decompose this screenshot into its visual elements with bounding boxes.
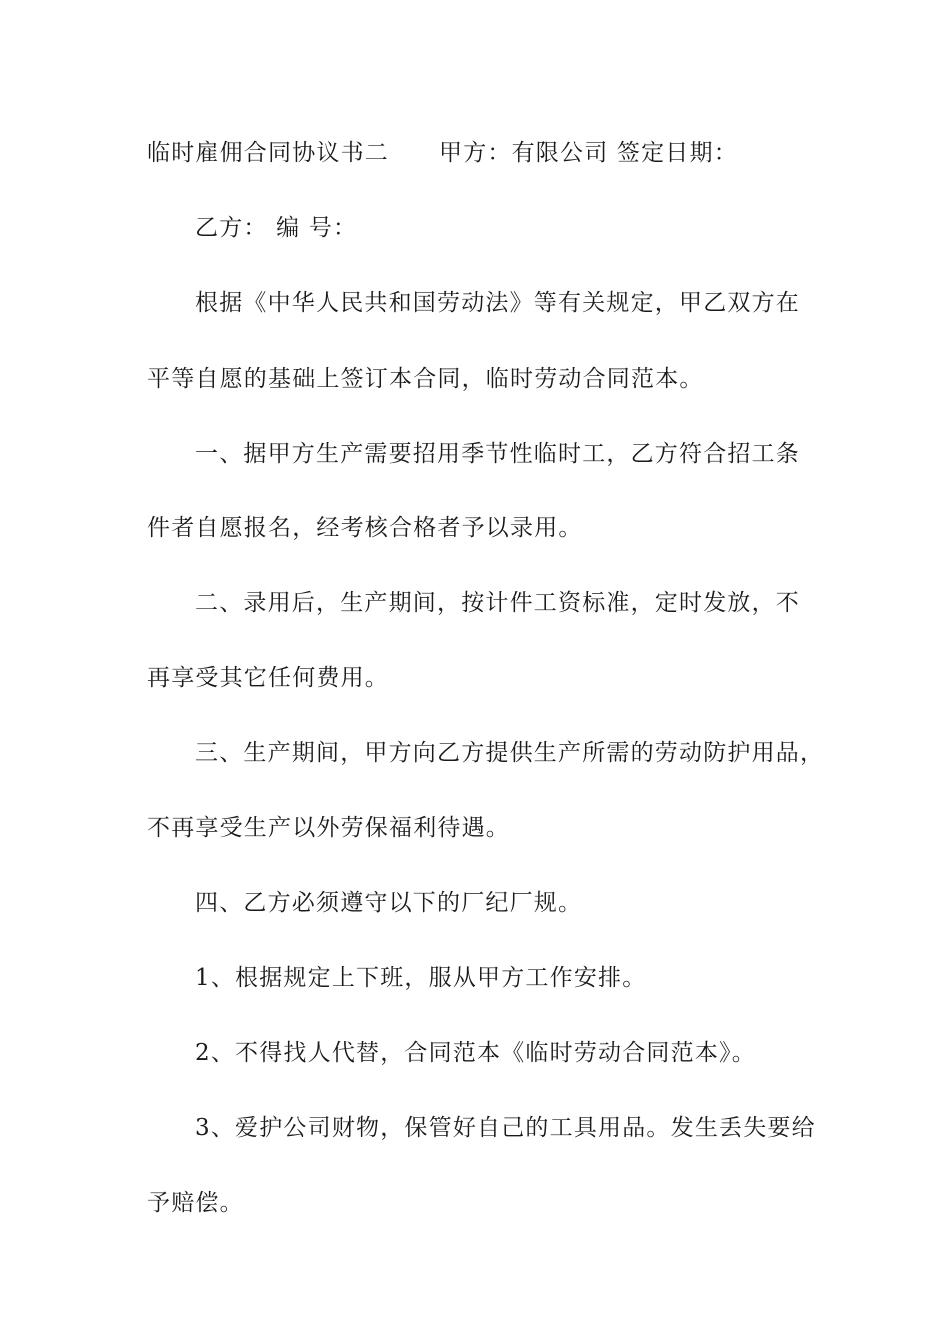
paragraph-line: 不再享受生产以外劳保福利待遇。 <box>147 815 510 841</box>
paragraph-line: 二、录用后，生产期间，按计件工资标准，定时发放，不 <box>195 590 800 616</box>
party-b-line: 乙方： 编 号： <box>195 215 358 241</box>
paragraph-line: 件者自愿报名，经考核合格者予以录用。 <box>147 515 583 541</box>
paragraph-line: 四、乙方必须遵守以下的厂纪厂规。 <box>195 890 583 916</box>
paragraph-line: 一、据甲方生产需要招用季节性临时工，乙方符合招工条 <box>195 441 800 467</box>
list-item: 2、不得找人代替，合同范本《临时劳动合同范本》。 <box>195 1040 756 1066</box>
paragraph-line: 平等自愿的基础上签订本合同，临时劳动合同范本。 <box>147 366 704 392</box>
document-title: 临时雇佣合同协议书二 <box>147 140 389 166</box>
party-a-line: 甲方：有限公司 签定日期： <box>439 140 738 166</box>
header-line <box>147 138 738 168</box>
list-item: 3、爱护公司财物，保管好自己的工具用品。发生丢失要给 <box>195 1115 816 1141</box>
paragraph-line: 予赔偿。 <box>147 1190 244 1216</box>
list-item: 1、根据规定上下班，服从甲方工作安排。 <box>195 965 647 991</box>
paragraph-line: 根据《中华人民共和国劳动法》等有关规定，甲乙双方在 <box>195 290 800 316</box>
paragraph-line: 三、生产期间，甲方向乙方提供生产所需的劳动防护用品， <box>195 740 825 766</box>
paragraph-line: 再享受其它任何费用。 <box>147 665 389 691</box>
